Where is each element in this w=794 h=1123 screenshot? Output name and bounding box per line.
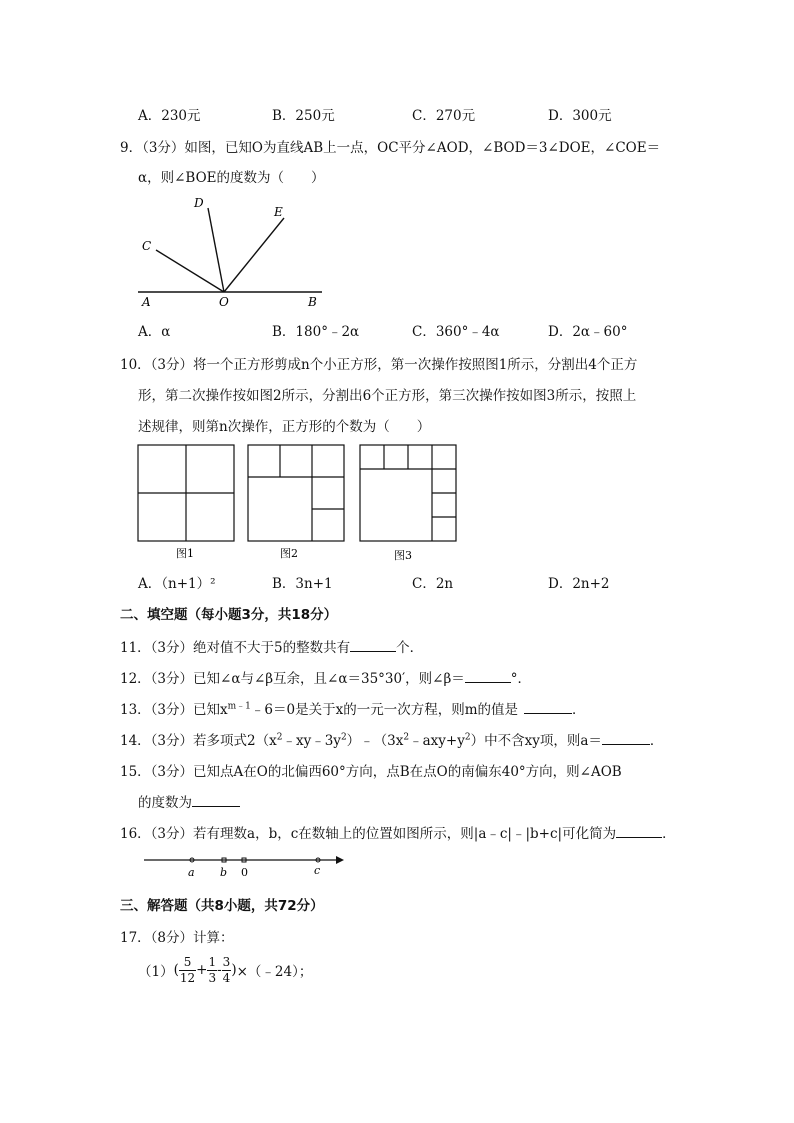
figure-1 [138, 445, 234, 541]
label-point-zero: 0 [241, 866, 248, 879]
q10-option-c: C．2n [412, 576, 454, 592]
q14-part-a: ﹣xy﹣3y [282, 733, 341, 749]
q10-option-b: B．3n+1 [272, 576, 333, 592]
q14 [120, 729, 663, 749]
fraction-denominator: 4 [222, 970, 231, 985]
q8-option-d: D．300元 [548, 108, 612, 124]
q8-option-c: C．270元 [412, 108, 476, 124]
q14-sup2: 2 [340, 732, 347, 743]
q12-blank[interactable] [465, 670, 511, 683]
section-2-heading: 二、填空题（每小题3分，共18分） [120, 607, 338, 623]
fraction-numerator: 3 [222, 954, 231, 969]
q16-text: 16．（3分）若有理数a，b，c在数轴上的位置如图所示，则|a﹣c|﹣|b+c|可化简为 [120, 826, 617, 842]
fraction-1-3 [207, 955, 217, 986]
q15-line1: 15．（3分）已知点A在O的北偏西60°方向，点B在点O的南偏东40°方向，则∠AOB [120, 764, 622, 780]
fraction-numerator: 1 [208, 954, 217, 969]
ray-oe [224, 218, 284, 292]
q14-sup3: 2 [403, 732, 410, 743]
fraction-3-4 [222, 955, 232, 986]
q17-title: 17．（8分）计算： [120, 930, 234, 946]
q12-text: 12．（3分）已知∠α与∠β互余，且∠α＝35°30′，则∠β＝ [120, 671, 465, 687]
q13-blank[interactable] [524, 701, 572, 714]
q13 [120, 698, 586, 718]
fraction-5-12 [179, 955, 196, 986]
q13-exponent: m﹣1 [227, 701, 251, 712]
q14-part-b: ）﹣（3x [346, 733, 404, 749]
q10-squares-figure [136, 443, 466, 563]
label-point-a: a [188, 866, 195, 879]
fraction-numerator: 5 [179, 955, 196, 971]
q11 [120, 636, 423, 656]
ray-oc [156, 250, 224, 292]
q16-tail: ． [662, 826, 676, 842]
q9-text-line1: 9．（3分）如图，已知O为直线AB上一点，OC平分∠AOD，∠BOD＝3∠DOE，∠COE＝ [120, 140, 661, 156]
q16 [120, 822, 676, 842]
number-line-arrow [336, 856, 344, 864]
q9-angle-figure [134, 194, 334, 310]
plus-sign: + [196, 962, 208, 978]
q10-text-line3: 述规律，则第n次操作，正方形的个数为（ ） [138, 419, 431, 435]
label-e: E [274, 205, 283, 219]
q9-option-d: D．2α﹣60° [548, 324, 628, 340]
figure-2 [248, 445, 344, 541]
q14-part-d: ）中不含xy项，则a＝ [470, 733, 602, 749]
q14-tail: ． [649, 733, 664, 749]
q17-open-paren: ( [173, 962, 179, 978]
label-d: D [194, 196, 204, 210]
q14-sup1: 2 [276, 732, 283, 743]
q10-text-line2: 形，第二次操作按如图2所示，分割出6个正方形，第三次操作按如图3所示，按照上 [138, 388, 637, 404]
figure-3 [360, 445, 456, 541]
q15-line2-wrap [138, 791, 240, 811]
q9-option-a: A．α [138, 324, 171, 340]
q17-item-label: （1） [138, 964, 174, 980]
label-point-c: c [314, 864, 321, 877]
label-point-b: b [220, 866, 228, 879]
label-o: O [219, 295, 229, 309]
fraction-denominator: 12 [179, 970, 196, 985]
q11-tail: 个． [396, 640, 424, 656]
q9-text-line2: α，则∠BOE的度数为（ ） [138, 170, 325, 186]
fraction-denominator: 3 [208, 970, 217, 985]
q10-option-a: A．（n+1）² [138, 576, 216, 592]
fig3-caption: 图3 [394, 549, 412, 562]
q9-option-b: B．180°﹣2α [272, 324, 360, 340]
q17-close-paren: ) [231, 962, 237, 978]
q15-line2: 的度数为 [138, 795, 192, 811]
q14-blank[interactable] [602, 732, 650, 745]
q15-blank[interactable] [192, 794, 240, 807]
q12 [120, 667, 531, 687]
label-b: B [308, 295, 317, 309]
section-3-heading: 三、解答题（共8小题，共72分） [120, 898, 324, 914]
q17-tail: ×（﹣24）； [236, 964, 313, 980]
label-c: C [142, 239, 152, 253]
q8-option-a: A．230元 [138, 108, 201, 124]
q10-text-line1: 10．（3分）将一个正方形剪成n个小正方形，第一次操作按照图1所示，分割出4个正方 [120, 357, 638, 373]
q14-part-c: ﹣axy+y [409, 733, 465, 749]
q11-text: 11．（3分）绝对值不大于5的整数共有 [120, 640, 351, 656]
minus-sign: - [217, 962, 222, 978]
q12-tail: °． [510, 671, 532, 687]
q8-option-b: B．250元 [272, 108, 335, 124]
q14-text: 14．（3分）若多项式2（x [120, 733, 277, 749]
q11-blank[interactable] [350, 639, 396, 652]
ray-od [208, 208, 224, 292]
q16-number-line [140, 850, 350, 880]
q10-option-d: D．2n+2 [548, 576, 610, 592]
q16-blank[interactable] [616, 825, 662, 838]
q17-expression [138, 950, 312, 990]
q14-sup4: 2 [464, 732, 471, 743]
q13-mid: ﹣6＝0是关于x的一元一次方程，则m的值是 [250, 702, 518, 718]
q13-text: 13．（3分）已知x [120, 702, 228, 718]
label-a: A [142, 295, 151, 309]
q9-option-c: C．360°﹣4α [412, 324, 500, 340]
fig2-caption: 图2 [280, 547, 298, 560]
fig1-caption: 图1 [176, 547, 194, 560]
q13-tail: ． [572, 702, 586, 718]
